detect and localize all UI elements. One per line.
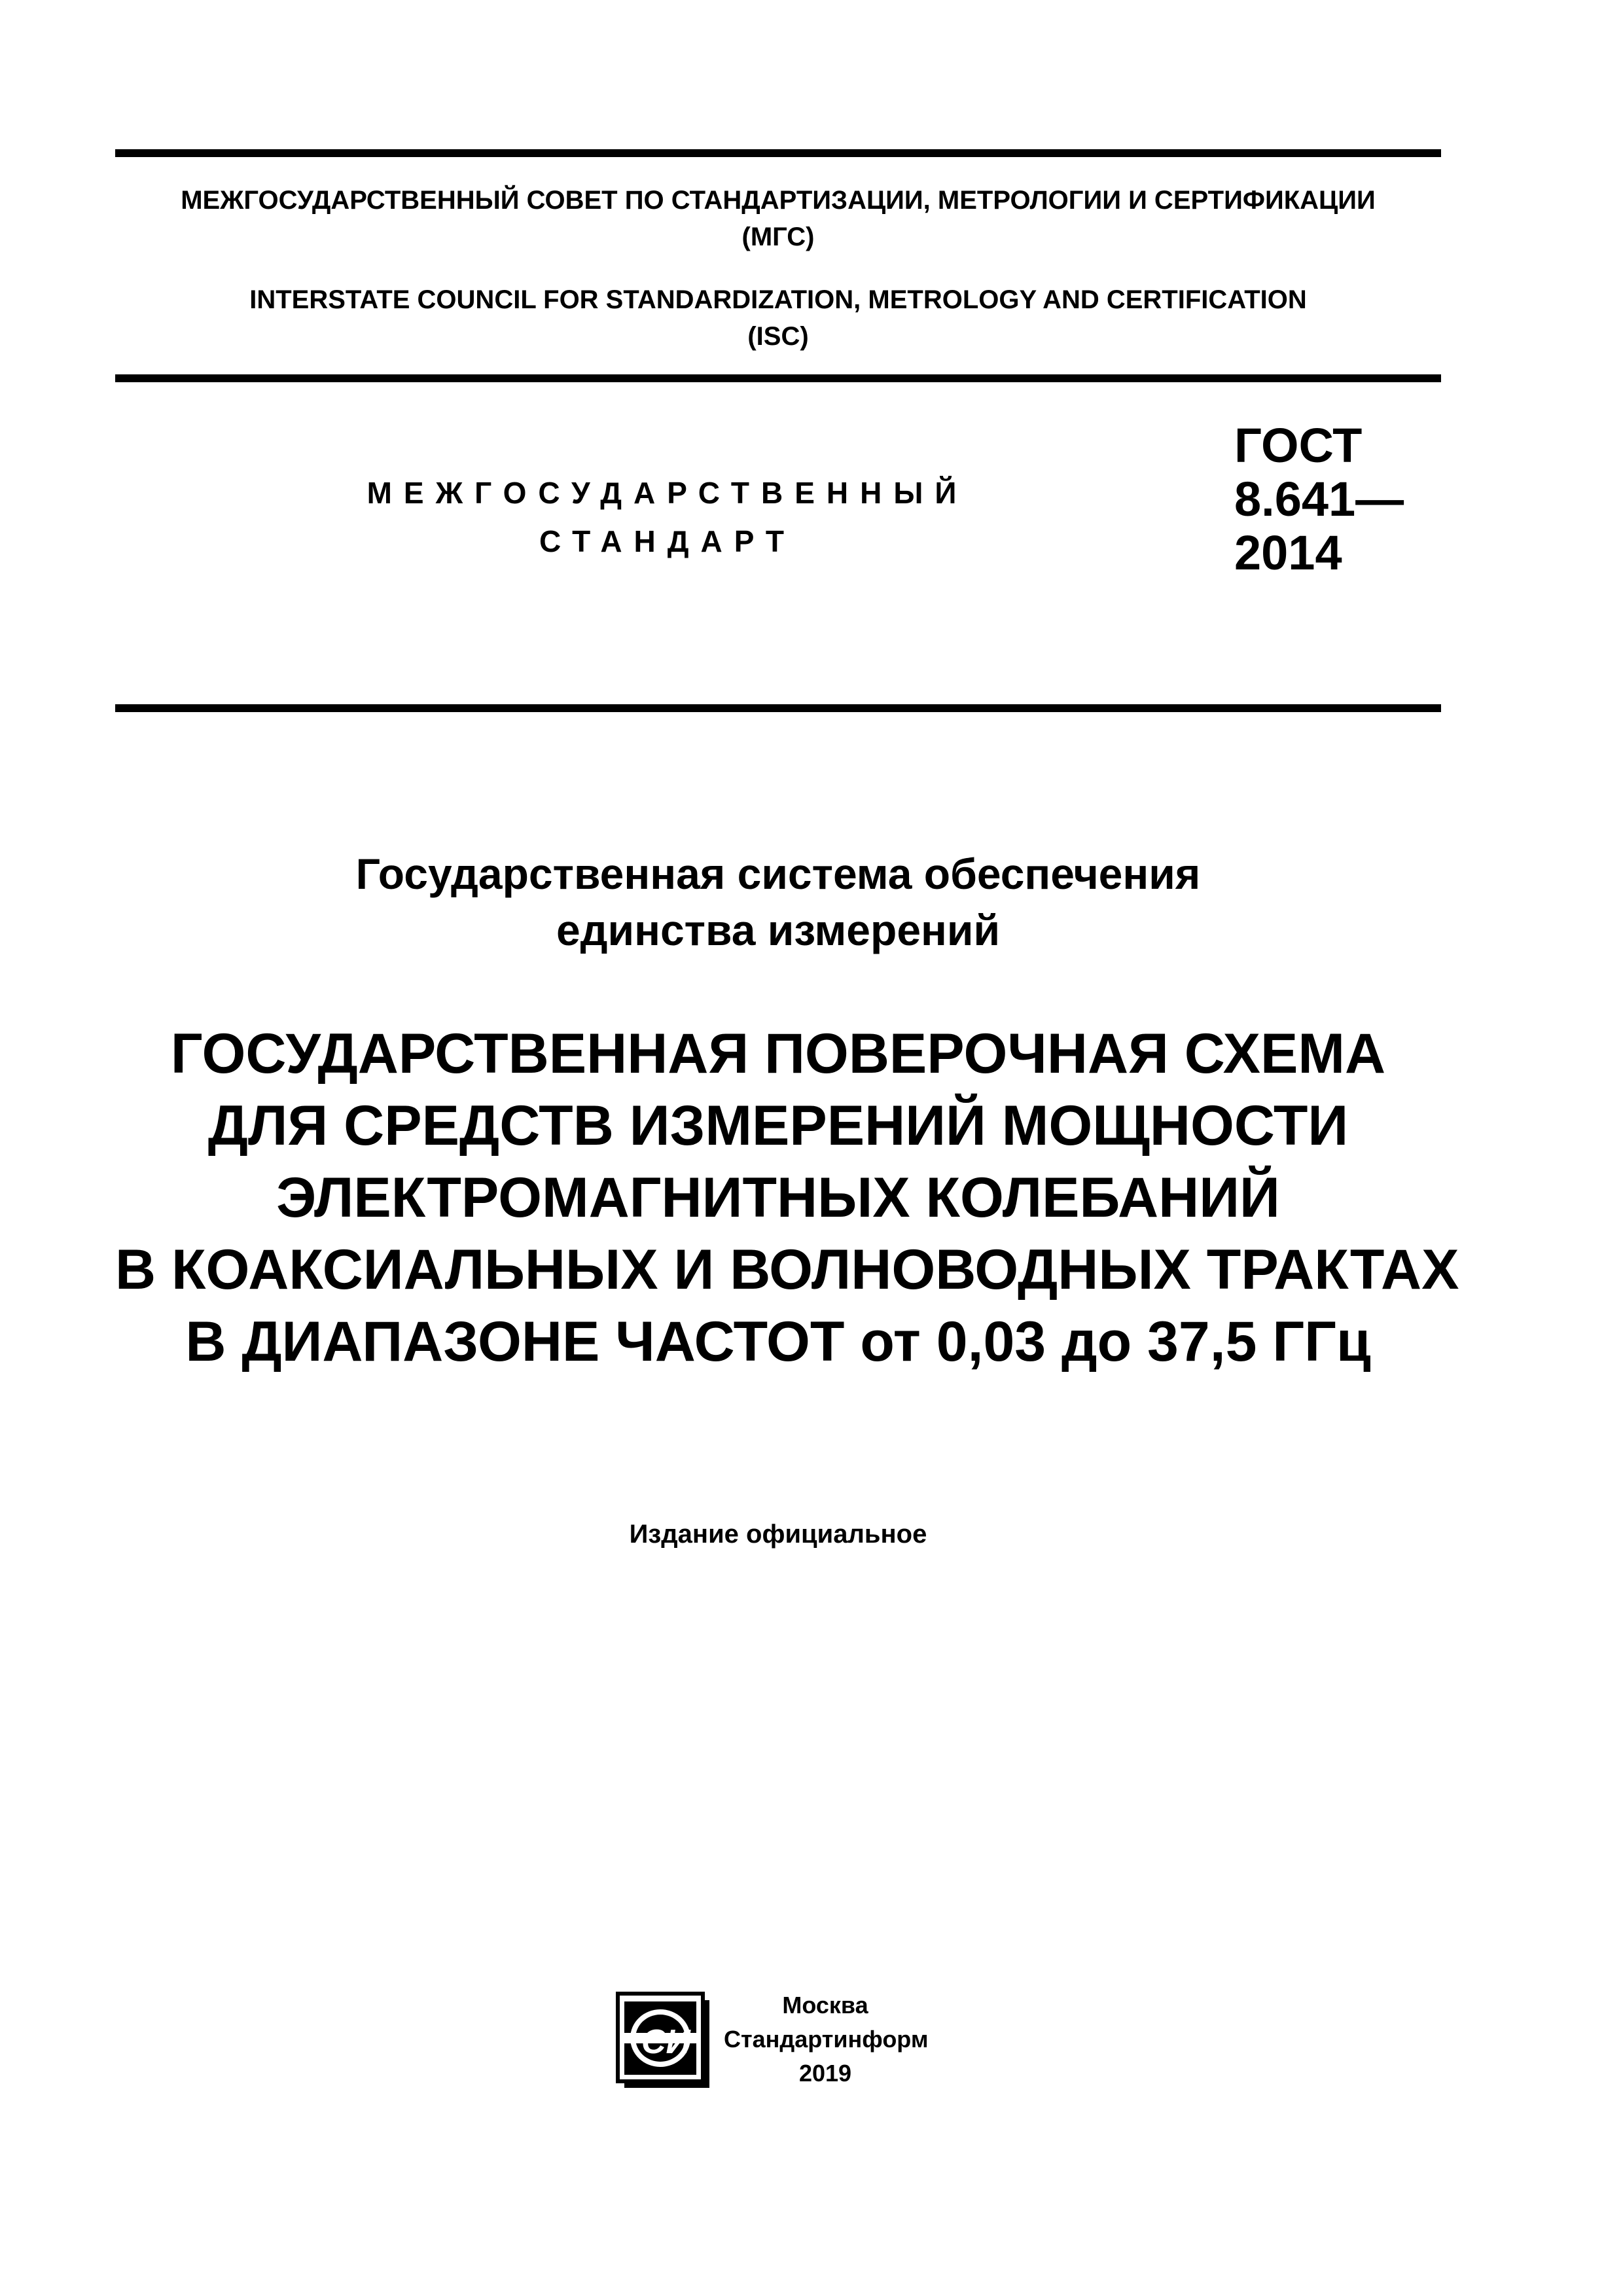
council-name-en: INTERSTATE COUNCIL FOR STANDARDIZATION, METROLOGY AND CERTIFICATION [249, 285, 1307, 314]
imprint [724, 1988, 927, 2090]
council-name-ru: МЕЖГОСУДАРСТВЕННЫЙ СОВЕТ ПО СТАНДАРТИЗАЦИИ, МЕТРОЛОГИИ И СЕРТИФИКАЦИИ [181, 186, 1376, 215]
standartinform-logo-icon [615, 1991, 713, 2090]
standard-designation [1234, 419, 1404, 580]
council-abbr-ru: (МГС) [741, 223, 815, 251]
edition-note: Издание официальное [629, 1520, 927, 1549]
standard-kind-line-1: МЕЖГОСУДАРСТВЕННЫЙ [366, 476, 969, 510]
imprint-year: 2019 [798, 2060, 852, 2087]
title-line-2: ДЛЯ СРЕДСТВ ИЗМЕРЕНИЙ МОЩНОСТИ [207, 1094, 1349, 1157]
designation-number: 8.641— [1234, 472, 1404, 526]
designation-bottom-rule [115, 704, 1441, 712]
top-rule [115, 149, 1441, 157]
designation-year: 2014 [1234, 526, 1342, 580]
title-line-5: В ДИАПАЗОНЕ ЧАСТОТ от 0,03 до 37,5 ГГц [185, 1310, 1371, 1373]
imprint-publisher: Стандартинформ [724, 2026, 929, 2053]
subtitle-line-2: единства измерений [556, 906, 1001, 954]
title-line-1: ГОСУДАРСТВЕННАЯ ПОВЕРОЧНАЯ СХЕМА [170, 1022, 1386, 1085]
designation-gost: ГОСТ [1234, 418, 1363, 473]
standard-kind-line-2: СТАНДАРТ [539, 524, 796, 558]
title-line-4: В КОАКСИАЛЬНЫХ И ВОЛНОВОДНЫХ ТРАКТАХ [115, 1238, 1459, 1301]
council-abbr-en: (ISC) [747, 322, 809, 351]
header-bottom-rule [115, 374, 1441, 382]
imprint-city: Москва [782, 1992, 868, 2018]
title-line-3: ЭЛЕКТРОМАГНИТНЫХ КОЛЕБАНИЙ [276, 1166, 1280, 1229]
svg-text:СИ: СИ [641, 2023, 690, 2061]
subtitle-line-1: Государственная система обеспечения [355, 850, 1201, 898]
